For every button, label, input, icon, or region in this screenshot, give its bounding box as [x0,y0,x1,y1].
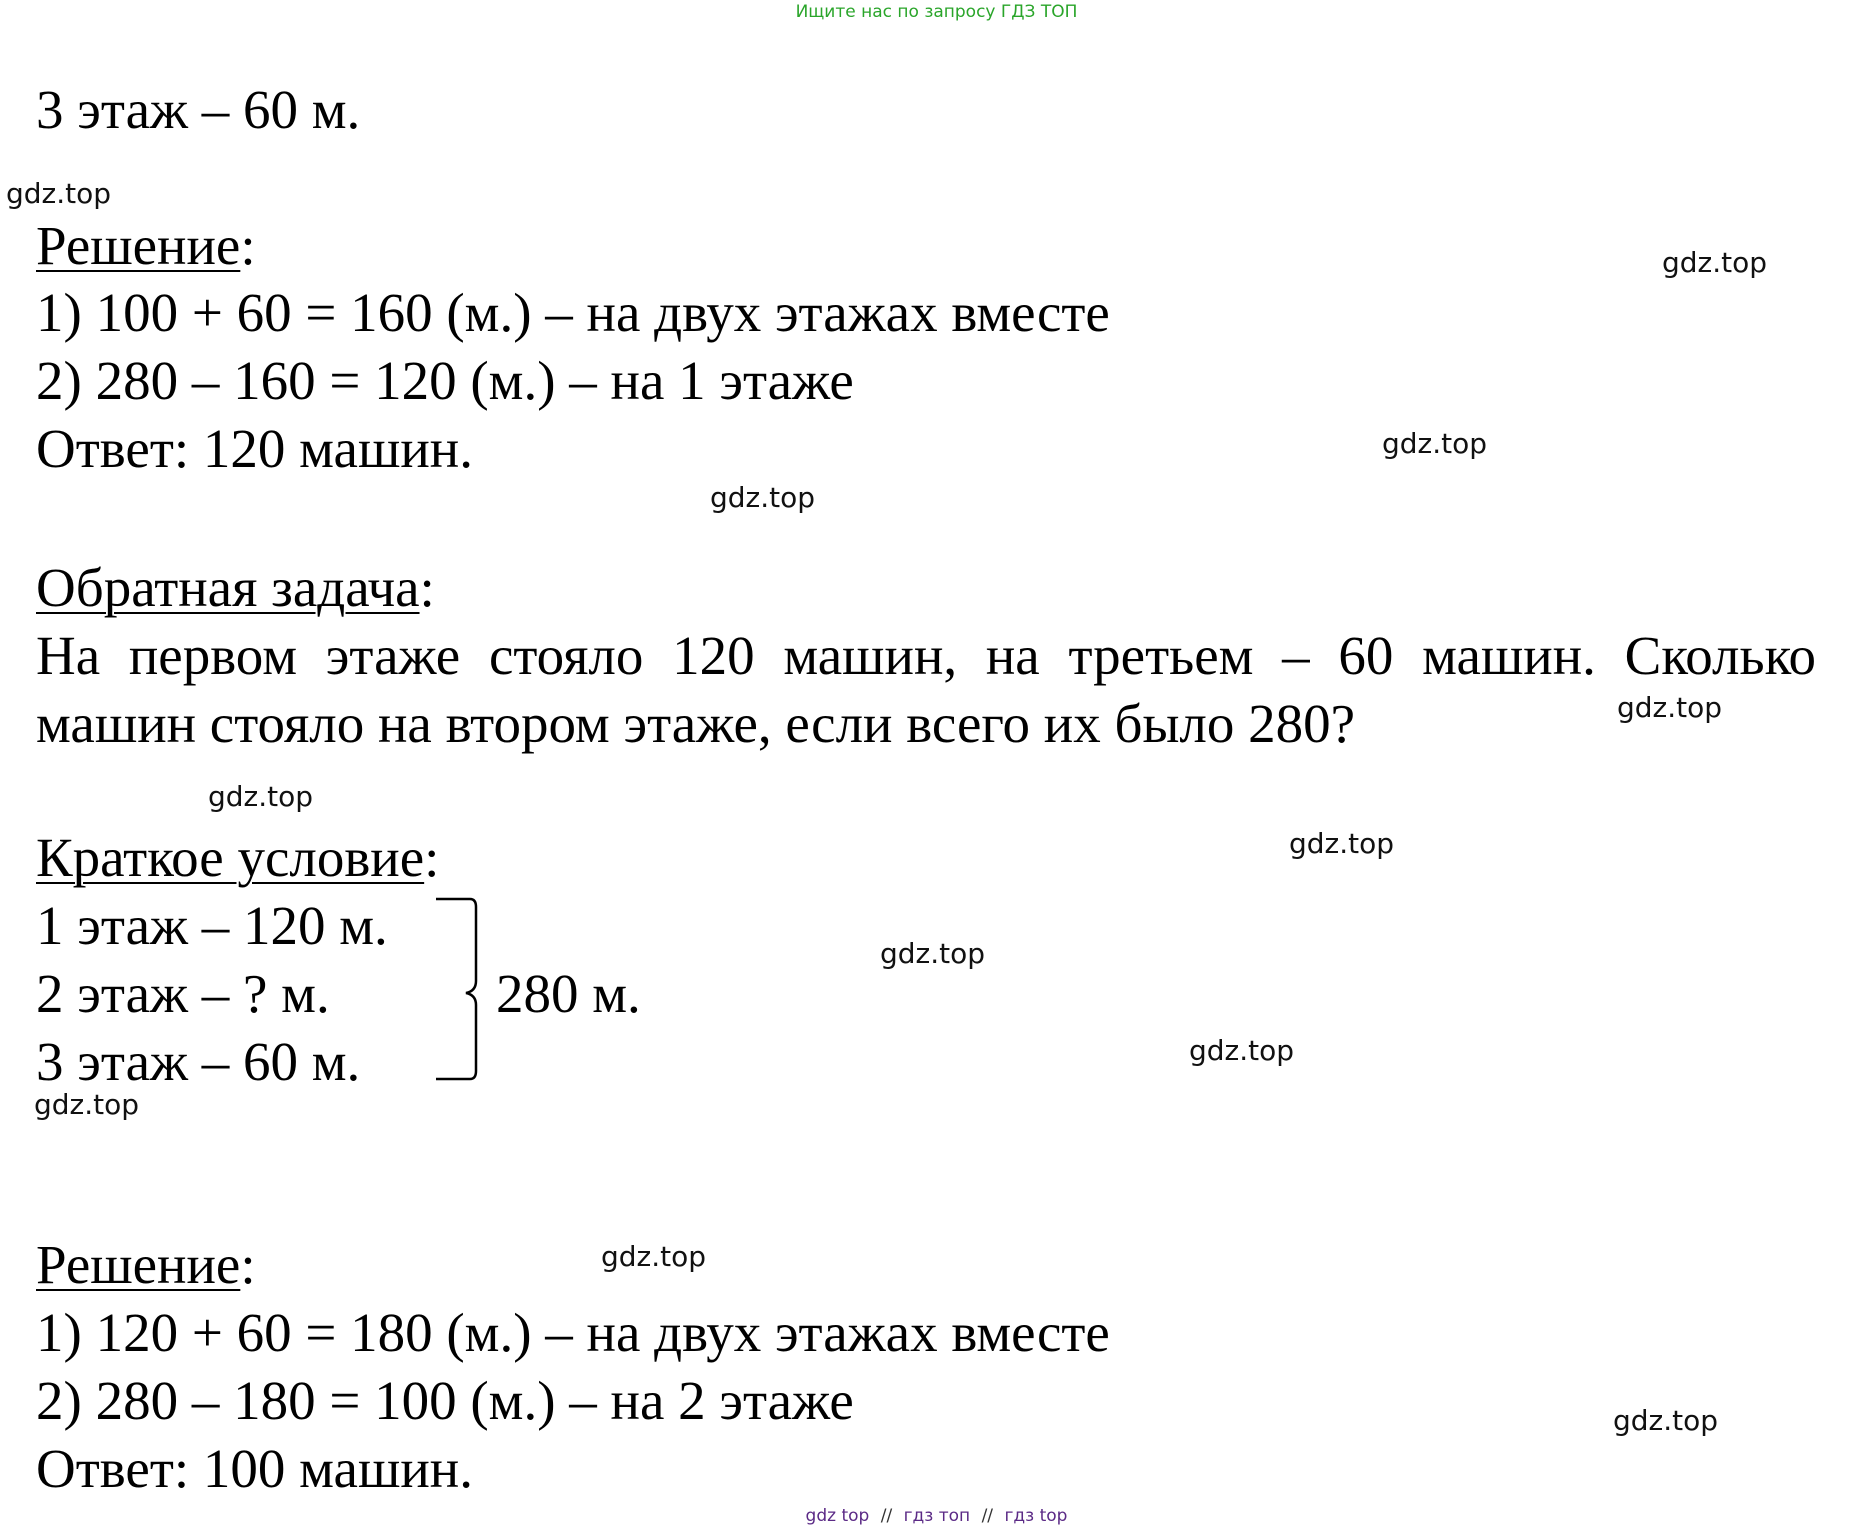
solution2-step2: 2) 280 – 180 = 100 (м.) – на 2 этаже [36,1370,854,1431]
inverse-heading [36,557,435,618]
watermark: gdz.top [6,177,112,210]
watermark: gdz.top [1617,691,1723,724]
solution1-step2: 2) 280 – 160 = 120 (м.) – на 1 этаже [36,350,854,411]
solution1-step1: 1) 100 + 60 = 160 (м.) – на двух этажах вместе [36,282,1110,343]
footer-links [0,1506,1873,1526]
solution2-heading-colon: : [240,1234,256,1295]
footer-separator: // [880,1506,893,1526]
footer-link-gdz-top-ru[interactable]: гдз топ [903,1506,971,1526]
inverse-text-line1: На первом этаже стояло 120 машин, на третьем – 60 машин. Сколько [36,625,1816,686]
solution2-answer: Ответ: 100 машин. [36,1438,473,1499]
watermark: gdz.top [1382,427,1488,460]
footer-link-gdz-top[interactable]: gdz top [805,1506,870,1526]
top-search-note: Ищите нас по запросу ГДЗ ТОП [795,2,1078,22]
watermark: gdz.top [1289,827,1395,860]
solution2-heading-text: Решение [36,1234,241,1295]
condition-floor1: 1 этаж – 120 м. [36,895,388,956]
solution1-heading [36,215,256,276]
condition-heading [36,827,440,888]
solution2-heading [36,1234,256,1295]
curly-brace-icon [430,895,500,1085]
solution1-heading-text: Решение [36,215,241,276]
watermark: gdz.top [880,937,986,970]
solution1-answer: Ответ: 120 машин. [36,418,473,479]
inverse-text-line2: машин стояло на втором этаже, если всего их было 280? [36,693,1356,754]
watermark: gdz.top [1613,1404,1719,1437]
footer-link-gdz-top-mixed[interactable]: гдз top [1004,1506,1068,1526]
condition-heading-text: Краткое условие [36,827,425,888]
intro-line: 3 этаж – 60 м. [36,79,361,140]
solution2-step1: 1) 120 + 60 = 180 (м.) – на двух этажах вместе [36,1302,1110,1363]
watermark: gdz.top [710,481,816,514]
inverse-heading-text: Обратная задача [36,557,420,618]
watermark: gdz.top [34,1088,140,1121]
condition-heading-colon: : [424,827,440,888]
condition-floor3: 3 этаж – 60 м. [36,1031,361,1092]
watermark: gdz.top [208,780,314,813]
footer-separator: // [981,1506,994,1526]
watermark: gdz.top [1662,246,1768,279]
inverse-heading-colon: : [419,557,435,618]
watermark: gdz.top [1189,1034,1295,1067]
condition-floor2: 2 этаж – ? м. [36,963,330,1024]
solution1-heading-colon: : [240,215,256,276]
condition-total: 280 м. [496,963,641,1024]
watermark: gdz.top [601,1240,707,1273]
